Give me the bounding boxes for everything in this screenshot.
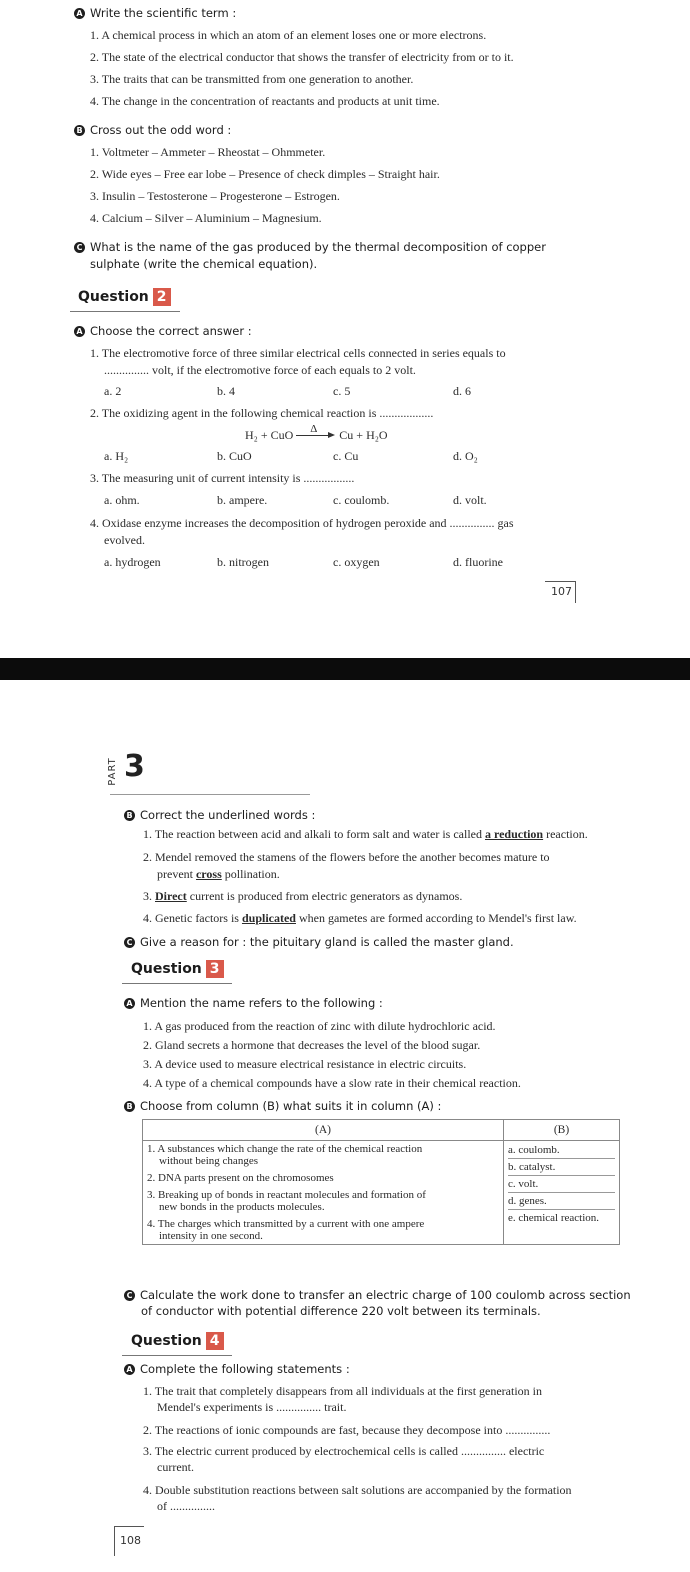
underlined-word: duplicated	[241, 911, 296, 925]
complete-item-2: 2. The reactions of ionic compounds are fast, because they decompose into ...............	[143, 1423, 551, 1437]
question-4-title	[131, 1332, 224, 1350]
mcq-4-option-b: b. nitrogen	[217, 555, 269, 569]
page-separator	[0, 658, 690, 680]
mcq-4-option-d: d. fluorine	[453, 555, 503, 569]
mcq-3-option-a: a. ohm.	[104, 493, 140, 507]
section-a-title: Write the scientific term :	[90, 6, 237, 20]
matching-header-row	[143, 1120, 620, 1141]
choose-heading	[74, 324, 252, 338]
complete-title: Complete the following statements :	[140, 1362, 350, 1376]
column-a-item: 3. Breaking up of bonds in reactant molecules and formation of new bonds in the products molecules.	[147, 1189, 426, 1213]
mcq-3-option-d: d. volt.	[453, 493, 487, 507]
mcq-2-option-d: d. O₂	[453, 449, 478, 463]
delta-symbol: Δ	[310, 423, 318, 435]
mention-item-3: 3. A device used to measure electrical resistance in electric circuits.	[143, 1057, 467, 1071]
question-underline	[70, 311, 180, 312]
correct-item-2-line-2: prevent cross pollination.	[157, 867, 280, 881]
calculate-line-2: of conductor with potential difference 220 volt between its terminals.	[141, 1304, 541, 1318]
question-label: Question	[131, 961, 202, 977]
badge-a: A	[74, 326, 85, 337]
mcq-1-option-d: d. 6	[453, 384, 471, 398]
column-b-header: (B)	[504, 1120, 620, 1141]
mcq-2-option-a: a. H₂	[104, 449, 129, 463]
column-b-item: c. volt.	[508, 1175, 615, 1192]
badge-b: B	[124, 810, 135, 821]
complete-item-3-line-1: 3. The electric current produced by electrochemical cells is called ............... electric	[143, 1444, 545, 1458]
complete-heading	[124, 1362, 350, 1376]
part-label-text: PART	[106, 757, 118, 786]
odd-word-1: 1. Voltmeter – Ammeter – Rheostat – Ohmmeter.	[90, 145, 326, 159]
column-a-cells	[143, 1141, 504, 1245]
badge-c: C	[74, 242, 85, 253]
page-number-108: 108	[120, 1534, 141, 1547]
odd-word-3: 3. Insulin – Testosterone – Progesterone – Estrogen.	[90, 189, 340, 203]
question-label: Question	[78, 289, 149, 305]
mcq-3-option-c: c. coulomb.	[333, 493, 390, 507]
question-underline	[122, 1355, 232, 1356]
reason-title: Give a reason for : the pituitary gland is called the master gland.	[140, 935, 514, 949]
page-107	[0, 0, 690, 658]
column-b-item: a. coulomb.	[508, 1144, 560, 1156]
mcq-3-line: 3. The measuring unit of current intensity is .................	[90, 471, 355, 485]
mcq-1-line-2: ............... volt, if the electromotive force of each equals to 2 volt.	[104, 363, 416, 377]
section-b-heading	[74, 123, 231, 137]
column-a-header: (A)	[143, 1120, 504, 1141]
underlined-word: a reduction	[484, 827, 544, 841]
mcq-1-line-1: 1. The electromotive force of three similar electrical cells connected in series equals to	[90, 346, 506, 360]
scientific-term-1: 1. A chemical process in which an atom of an element loses one or more electrons.	[90, 28, 487, 42]
mention-item-1: 1. A gas produced from the reaction of zinc with dilute hydrochloric acid.	[143, 1019, 496, 1033]
mcq-1-option-a: a. 2	[104, 384, 122, 398]
correct-item-1: 1. The reaction between acid and alkali to form salt and water is called a reduction reaction.	[143, 827, 588, 841]
equation-reactants: H₂ + CuO	[245, 428, 294, 442]
badge-a: A	[124, 1364, 135, 1375]
column-b-item: d. genes.	[508, 1192, 615, 1209]
scientific-term-3: 3. The traits that can be transmitted from one generation to another.	[90, 72, 414, 86]
mcq-1-option-b: b. 4	[217, 384, 235, 398]
matching-title: Choose from column (B) what suits it in column (A) :	[140, 1099, 442, 1113]
correct-heading	[124, 808, 315, 822]
question-number: 2	[153, 288, 171, 306]
mcq-2-option-c: c. Cu	[333, 449, 359, 463]
underlined-word: Direct	[155, 889, 187, 903]
section-c-heading	[74, 240, 546, 254]
question-label: Question	[131, 1333, 202, 1349]
section-b-title: Cross out the odd word :	[90, 123, 232, 137]
underlined-word: cross	[195, 867, 222, 881]
mcq-1-option-c: c. 5	[333, 384, 351, 398]
reason-heading	[124, 935, 514, 949]
matching-table	[142, 1119, 620, 1245]
calculate-heading	[124, 1288, 631, 1302]
badge-c: C	[124, 1290, 135, 1301]
chemical-equation	[245, 423, 388, 442]
page-number-rule-top	[114, 1526, 144, 1527]
scientific-term-4: 4. The change in the concentration of reactants and products at unit time.	[90, 94, 440, 108]
heat-arrow	[296, 423, 336, 439]
badge-b: B	[74, 125, 85, 136]
correct-item-4: 4. Genetic factors is duplicated when gametes are formed according to Mendel's first law.	[143, 911, 577, 925]
complete-item-1-line-1: 1. The trait that completely disappears from all individuals at the first generation in	[143, 1384, 542, 1398]
arrow-head-icon	[328, 432, 335, 438]
odd-word-2: 2. Wide eyes – Free ear lobe – Presence of check dimples – Straight hair.	[90, 167, 440, 181]
column-b-cells	[504, 1141, 620, 1245]
column-b-item: b. catalyst.	[508, 1158, 615, 1175]
column-a-item: 4. The charges which transmitted by a current with one ampere intensity in one second.	[147, 1218, 425, 1242]
part-label	[108, 752, 122, 792]
mcq-4-option-a: a. hydrogen	[104, 555, 161, 569]
question-2-title	[78, 288, 171, 306]
section-c-line-1: What is the name of the gas produced by the thermal decomposition of copper	[90, 240, 546, 254]
matching-body-row	[143, 1141, 620, 1245]
page-number-107: 107	[551, 585, 572, 598]
matching-heading	[124, 1099, 441, 1113]
page-number-rule	[575, 581, 576, 603]
mention-item-4: 4. A type of a chemical compounds have a slow rate in their chemical reaction.	[143, 1076, 521, 1090]
complete-item-3-line-2: current.	[157, 1460, 194, 1474]
question-underline	[122, 983, 232, 984]
column-a-item: 1. A substances which change the rate of the chemical reaction without being changes	[147, 1143, 423, 1167]
mention-item-2: 2. Gland secrets a hormone that decreases the level of the blood sugar.	[143, 1038, 481, 1052]
badge-c: C	[124, 937, 135, 948]
part-divider	[110, 794, 310, 795]
question-number: 4	[206, 1332, 224, 1350]
correct-title: Correct the underlined words :	[140, 808, 316, 822]
mcq-2-line: 2. The oxidizing agent in the following chemical reaction is ..................	[90, 406, 434, 420]
arrow-shaft	[296, 435, 330, 436]
part-number: 3	[124, 749, 145, 784]
column-a-item: 2. DNA parts present on the chromosomes	[147, 1172, 334, 1184]
complete-item-4-line-2: of ...............	[157, 1499, 215, 1513]
complete-item-4-line-1: 4. Double substitution reactions between salt solutions are accompanied by the formation	[143, 1483, 572, 1497]
correct-item-3: 3. Direct current is produced from electric generators as dynamos.	[143, 889, 463, 903]
calculate-line-1: Calculate the work done to transfer an electric charge of 100 coulomb across section	[140, 1288, 631, 1302]
mcq-3-option-b: b. ampere.	[217, 493, 268, 507]
mention-title: Mention the name refers to the following :	[140, 996, 383, 1010]
page-number-rule	[114, 1526, 115, 1556]
complete-item-1-line-2: Mendel's experiments is ............... trait.	[157, 1400, 347, 1414]
question-3-title	[131, 960, 224, 978]
odd-word-4: 4. Calcium – Silver – Aluminium – Magnesium.	[90, 211, 322, 225]
mcq-2-option-b: b. CuO	[217, 449, 252, 463]
badge-b: B	[124, 1101, 135, 1112]
mcq-4-option-c: c. oxygen	[333, 555, 380, 569]
column-b-item: e. chemical reaction.	[508, 1209, 615, 1226]
page-number-rule-top	[545, 581, 575, 582]
badge-a: A	[74, 8, 85, 19]
mcq-4-line-2: evolved.	[104, 533, 145, 547]
question-number: 3	[206, 960, 224, 978]
choose-title: Choose the correct answer :	[90, 324, 252, 338]
badge-a: A	[124, 998, 135, 1009]
section-c-line-2: sulphate (write the chemical equation).	[90, 257, 318, 271]
mcq-4-line-1: 4. Oxidase enzyme increases the decomposition of hydrogen peroxide and ............... gas	[90, 516, 514, 530]
page-108	[0, 680, 690, 1572]
correct-item-2-line-1: 2. Mendel removed the stamens of the flowers before the another becomes mature to	[143, 850, 550, 864]
equation-products: Cu + H₂O	[339, 428, 388, 442]
scientific-term-2: 2. The state of the electrical conductor that shows the transfer of electricity from or to it.	[90, 50, 514, 64]
section-a-heading	[74, 6, 236, 20]
mention-heading	[124, 996, 383, 1010]
